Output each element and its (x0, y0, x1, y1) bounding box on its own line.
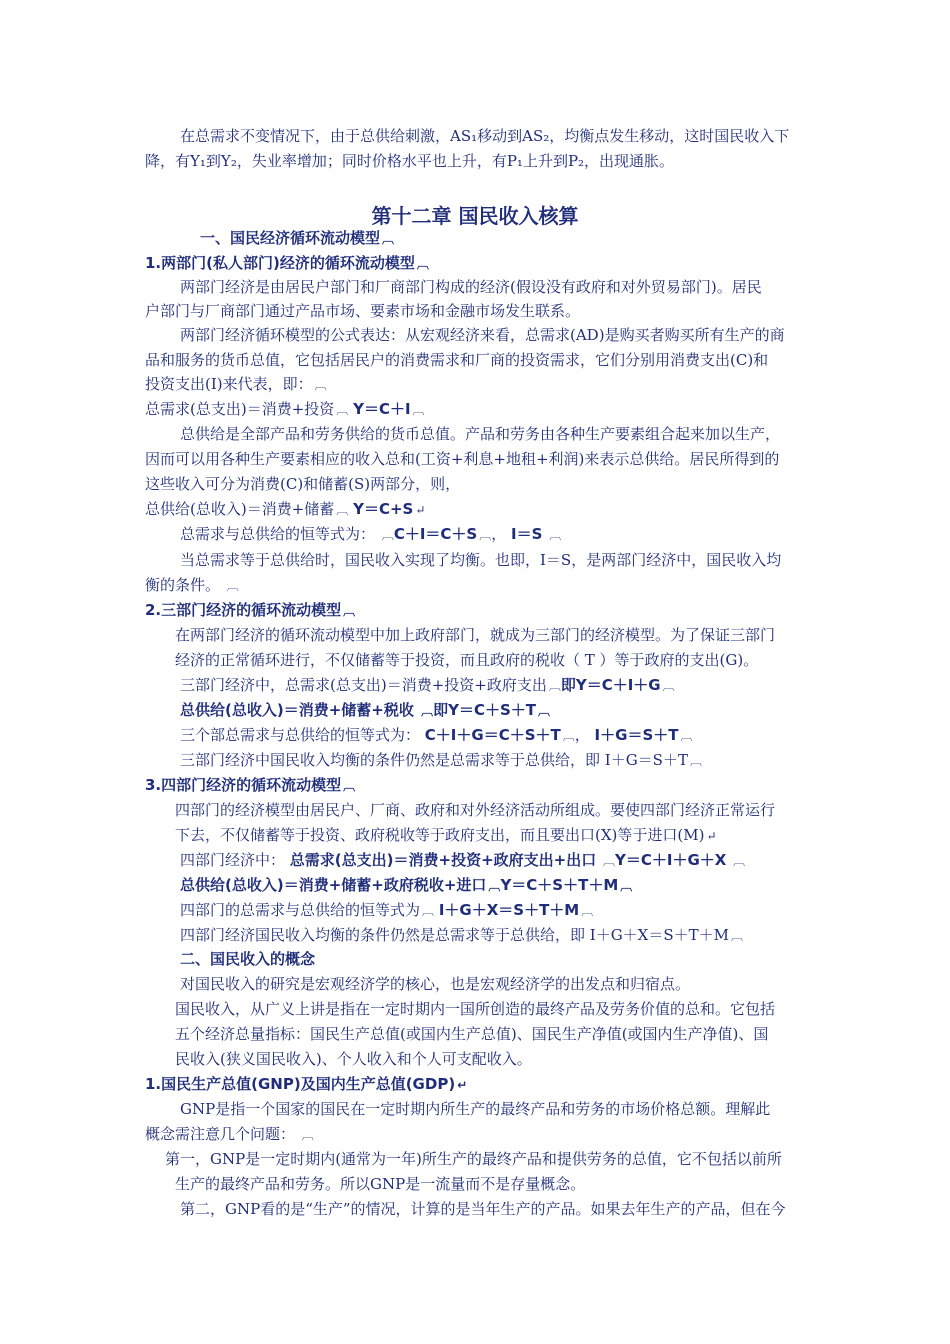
paragraph-line: 四部门的经济模型由居民户、厂商、政府和对外经济活动所组成。要使四部门经济正常运行 (175, 801, 776, 819)
paragraph-line: 衡的条件。 ︹ (145, 576, 239, 594)
subsection-three-sector-heading: 2.三部门经济的循环流动模型 ︹ (145, 601, 356, 619)
equation-line: 四部门的总需求与总供给的恒等式为 ︹ I＋G＋X＝S＋T＋M ︹ (180, 901, 594, 919)
equation-line: 总需求(总支出)＝消费+投资 ︹ Y＝C＋I ︹ (145, 400, 425, 418)
paragraph-line: 两部门经济是由居民户部门和厂商部门构成的经济(假设没有政府和对外贸易部门)。居民 (180, 278, 762, 296)
subsection-four-sector-heading: 3.四部门经济的循环流动模型 ︹ (145, 776, 356, 794)
equation-line: 总供给(总收入)＝消费+储蓄+税收 ︹即Y＝C＋S＋T ︹ (180, 701, 551, 719)
paragraph-line: 第二，GNP看的是“生产”的情况，计算的是当年生产的产品。如果去年生产的产品，但在今 (180, 1200, 786, 1218)
equation-line: 总需求与总供给的恒等式为： ︹C＋I＝C＋S ︹， I＝S ︹ (180, 525, 562, 543)
paragraph-line: 民收入(狭义国民收入)、个人收入和个人可支配收入。 (175, 1050, 532, 1068)
paragraph-line: 下去，不仅储蓄等于投资、政府税收等于政府支出，而且要出口(X)等于进口(M) ↵ (175, 826, 717, 844)
equation-line: 三部门经济中，总需求(总支出)＝消费+投资+政府支出 ︹即Y＝C＋I＋G ︹ (180, 676, 675, 694)
paragraph-line: 总供给是全部产品和劳务供给的货币总值。产品和劳务由各种生产要素组合起来加以生产， (180, 425, 781, 443)
equation-line: 总供给(总收入)＝消费+储蓄+政府税收+进口 ︹Y＝C＋S＋T＋M ︹ (180, 876, 633, 894)
paragraph-line: GNP是指一个国家的国民在一定时期内所生产的最终产品和劳务的市场价格总额。理解此 (180, 1100, 771, 1118)
equation-line: 四部门经济中： 总需求(总支出)＝消费+投资+政府支出+出口 ︹Y＝C＋I＋G＋X ︹ (180, 851, 746, 869)
section-2-heading: 二、国民收入的概念 (180, 950, 316, 968)
intro-line-1: 在总需求不变情况下，由于总供给刺激，AS₁移动到AS₂，均衡点发生移动，这时国民收入下 (180, 127, 790, 145)
intro-line-2: 降，有Y₁到Y₂，失业率增加；同时价格水平也上升，有P₁上升到P₂，出现通胀。 (145, 152, 675, 170)
paragraph-line: 生产的最终产品和劳务。所以GNP是一流量而不是存量概念。 (175, 1175, 586, 1193)
subsection-gnp-heading: 1.国民生产总值(GNP)及国内生产总值(GDP) ↵ (145, 1075, 468, 1093)
paragraph-line: 概念需注意几个问题： ︹ (145, 1125, 314, 1143)
equation-line: 三个部总需求与总供给的恒等式为： C＋I＋G＝C＋S＋T ︹， I＋G＝S＋T ︹ (180, 726, 693, 744)
paragraph-line: 户部门与厂商部门通过产品市场、要素市场和金融市场发生联系。 (145, 302, 581, 320)
paragraph-line: 投资支出(I)来代表，即： ︹ (145, 375, 327, 393)
equation-line: 三部门经济中国民收入均衡的条件仍然是总需求等于总供给，即 I＋G＝S＋T ︹ (180, 751, 702, 769)
paragraph-line: 当总需求等于总供给时，国民收入实现了均衡。也即，I＝S，是两部门经济中，国民收入均 (180, 551, 782, 569)
paragraph-line: 品和服务的货币总值，它包括居民户的消费需求和厂商的投资需求，它们分别用消费支出(C)和 (145, 351, 769, 369)
paragraph-line: 五个经济总量指标：国民生产总值(或国内生产总值)、国民生产净值(或国内生产净值)、国 (175, 1025, 769, 1043)
paragraph-line: 对国民收入的研究是宏观经济学的核心，也是宏观经济学的出发点和归宿点。 (180, 975, 691, 993)
paragraph-line: 两部门经济循环模型的公式表达：从宏观经济来看，总需求(AD)是购买者购买所有生产的商 (180, 326, 785, 344)
paragraph-line: 国民收入，从广义上讲是指在一定时期内一国所创造的最终产品及劳务价值的总和。它包括 (175, 1000, 776, 1018)
paragraph-line: 在两部门经济的循环流动模型中加上政府部门，就成为三部门的经济模型。为了保证三部门 (175, 626, 776, 644)
section-1-heading: 一、国民经济循环流动模型 ︹ (200, 229, 395, 247)
paragraph-line: 第一，GNP是一定时期内(通常为一年)所生产的最终产品和提供劳务的总值，它不包括以前所 (165, 1150, 782, 1168)
chapter-title: 第十二章 国民收入核算 (371, 204, 579, 228)
paragraph-line: 因而可以用各种生产要素相应的收入总和(工资+利息+地租+利润)来表示总供给。居民所得到的 (145, 450, 780, 468)
equation-line: 四部门经济国民收入均衡的条件仍然是总需求等于总供给，即 I＋G＋X＝S＋T＋M ︹ (180, 926, 744, 944)
equation-line: 总供给(总收入)＝消费+储蓄 ︹ Y＝C+S ↵ (145, 500, 426, 518)
paragraph-line: 这些收入可分为消费(C)和储蓄(S)两部分，则， (145, 475, 461, 493)
subsection-two-sector-heading: 1.两部门(私人部门)经济的循环流动模型 ︹ (145, 254, 429, 272)
paragraph-line: 经济的正常循环进行，不仅储蓄等于投资，而且政府的税收（ T ）等于政府的支出(G)。 (175, 651, 759, 669)
